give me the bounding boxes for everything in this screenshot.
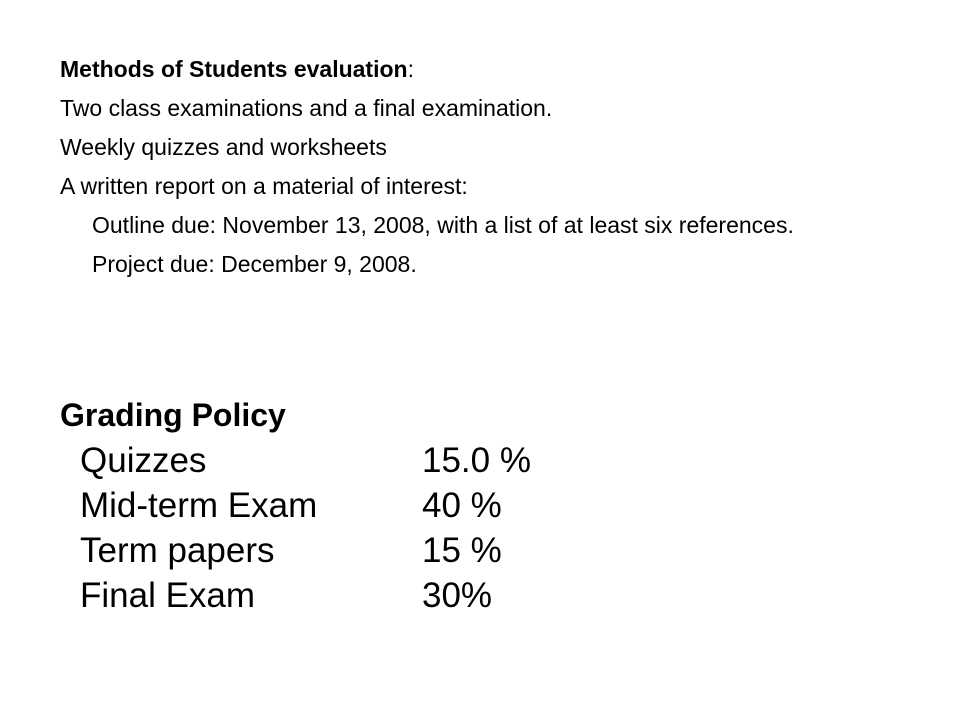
grading-policy-section (60, 396, 920, 618)
method-subitem-outline-due: Outline due: November 13, 2008, with a list of at least six references. (92, 212, 794, 238)
method-subitem-project-due: Project due: December 9, 2008. (92, 251, 417, 277)
grade-component-name: Quizzes (80, 441, 207, 480)
grading-policy-title: Grading Policy (60, 397, 286, 433)
evaluation-methods-heading (60, 56, 920, 82)
evaluation-methods-heading-colon: : (407, 56, 414, 82)
grade-component-weight: 40 % (422, 486, 502, 525)
evaluation-methods-heading-text: Methods of Students evaluation (60, 56, 408, 82)
grade-component-weight: 30% (422, 576, 493, 615)
grade-component-name: Final Exam (80, 576, 256, 615)
method-item-written-report: A written report on a material of interest: (60, 173, 468, 199)
grade-component-weight: 15 % (422, 531, 502, 570)
evaluation-methods-section (60, 56, 920, 290)
grade-row-quizzes (60, 438, 920, 483)
grade-component-weight: 15.0 % (422, 441, 531, 480)
method-item-examinations: Two class examinations and a final examination. (60, 95, 553, 121)
grade-row-term-papers (60, 528, 920, 573)
grade-component-name: Term papers (80, 531, 275, 570)
grade-row-final-exam (60, 573, 920, 618)
method-item-quizzes: Weekly quizzes and worksheets (60, 134, 387, 160)
grade-row-midterm-exam (60, 483, 920, 528)
grade-component-name: Mid-term Exam (80, 486, 318, 525)
